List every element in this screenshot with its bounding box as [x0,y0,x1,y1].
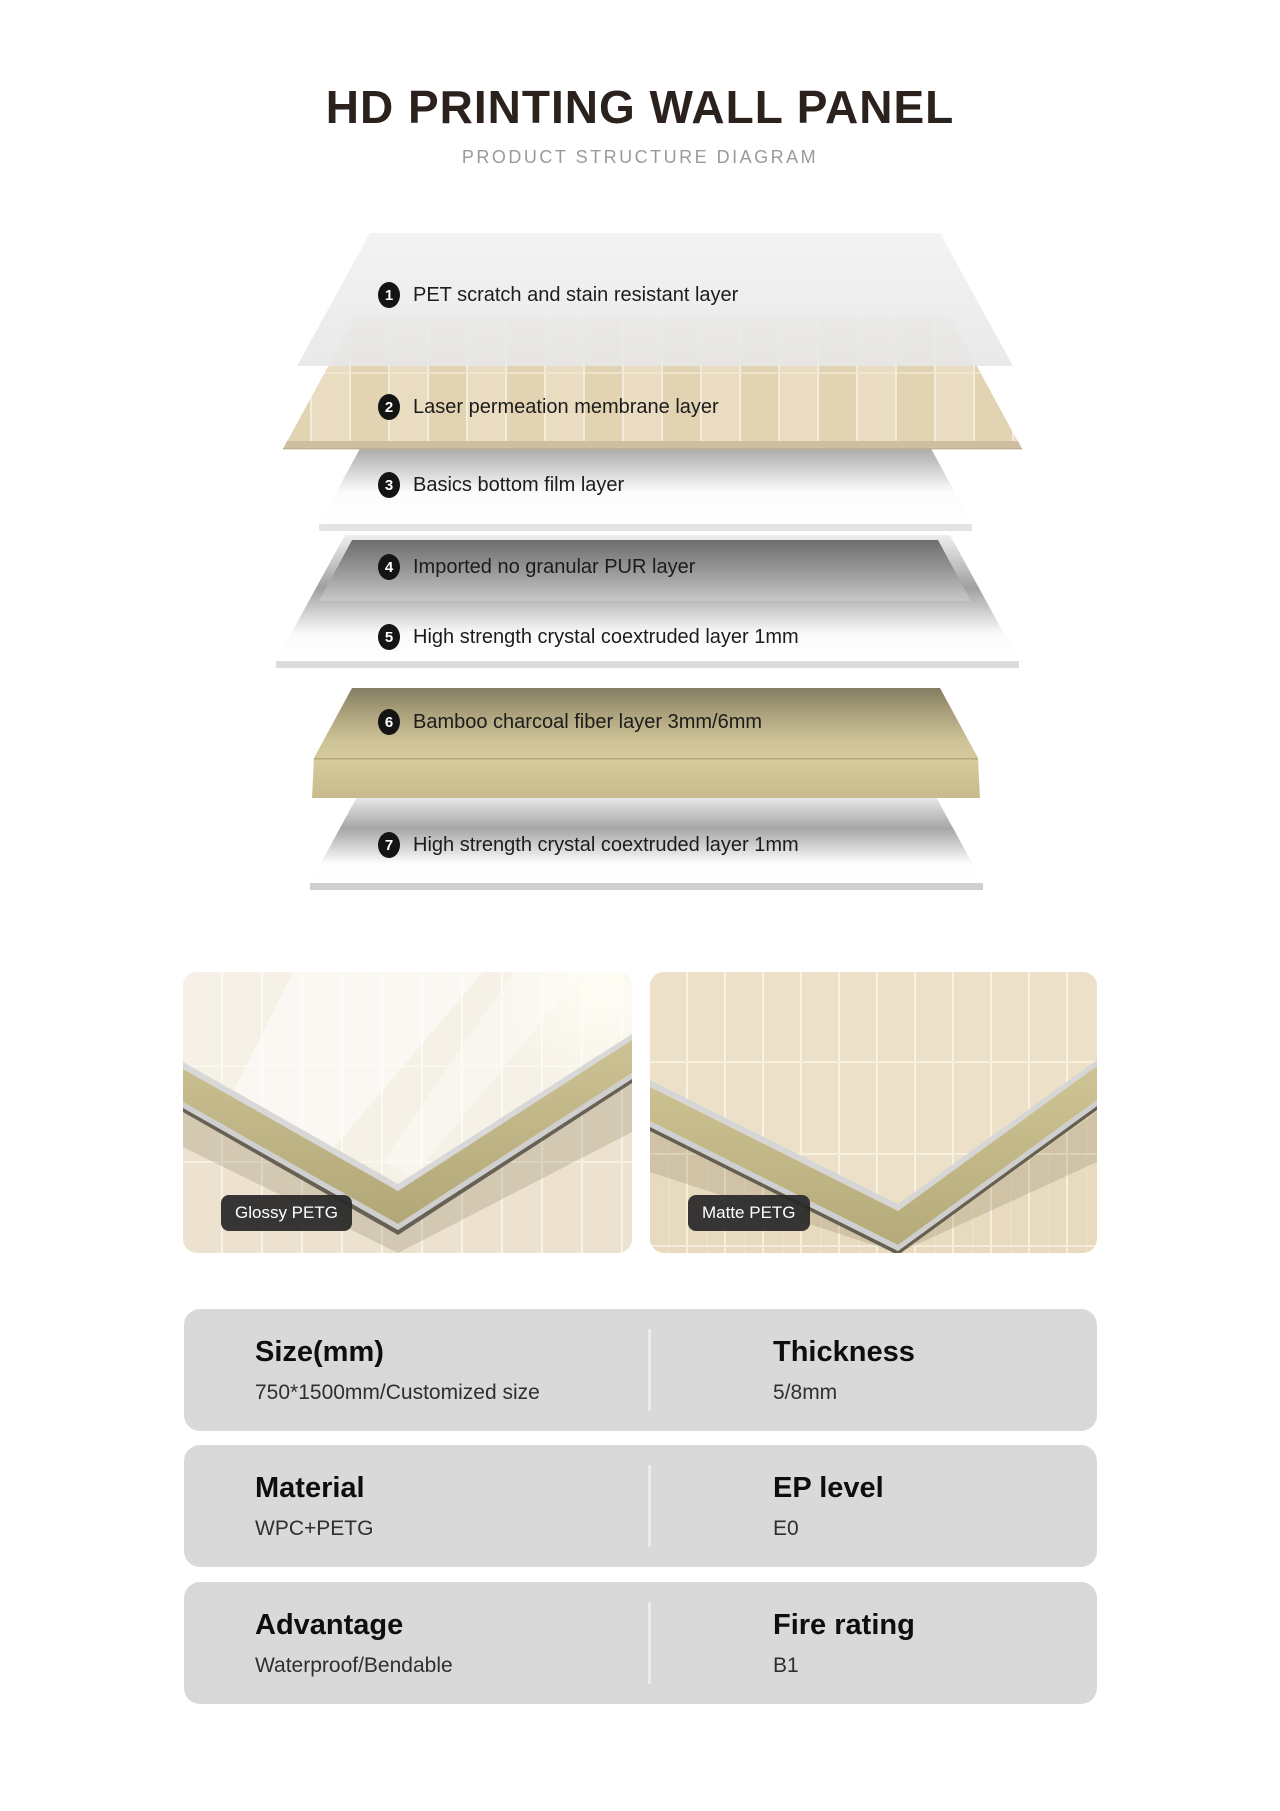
layer-7-text: High strength crystal coextruded layer 1mm [413,833,799,856]
spec-card-material-ep [184,1445,1097,1567]
material-title: Material [255,1472,365,1504]
layer-2-label [378,390,719,424]
card-divider [648,1602,651,1684]
page-title: HD PRINTING WALL PANEL [325,81,955,133]
size-value: 750*1500mm/Customized size [255,1381,540,1404]
glossy-petg-badge: Glossy PETG [221,1195,352,1231]
thickness-title: Thickness [773,1336,915,1368]
layer-7-number-badge: 7 [378,832,400,858]
layer-4-label [378,550,695,584]
layer-2-number-badge: 2 [378,394,400,420]
layer-5-number-badge: 5 [378,624,400,650]
matte-petg-badge: Matte PETG [688,1195,810,1231]
spec-card-advantage-fire [184,1582,1097,1704]
layer-1-text: PET scratch and stain resistant layer [413,283,739,306]
layer-1-number-badge: 1 [378,282,400,308]
spec-card-size-thickness [184,1309,1097,1431]
advantage-value: Waterproof/Bendable [255,1654,453,1677]
fire-rating-value: B1 [773,1654,799,1677]
thickness-value: 5/8mm [773,1381,838,1404]
layer-4-text: Imported no granular PUR layer [413,555,696,578]
photo-glossy-petg [183,972,632,1253]
page-subtitle: PRODUCT STRUCTURE DIAGRAM [461,147,819,167]
material-value: WPC+PETG [255,1517,374,1540]
layer-6-number-badge: 6 [378,709,400,735]
card-divider [648,1329,651,1411]
layer-1-label [378,278,738,312]
layer-6-label [378,705,762,739]
layer-5-text: High strength crystal coextruded layer 1mm [413,625,799,648]
layer-3-text: Basics bottom film layer [413,473,625,496]
ep-level-value: E0 [773,1517,799,1540]
photo-matte-petg [650,972,1097,1253]
layer-6-text: Bamboo charcoal fiber layer 3mm/6mm [413,710,763,733]
layer-2-text: Laser permeation membrane layer [413,395,719,418]
fire-rating-title: Fire rating [773,1609,915,1641]
size-title: Size(mm) [255,1336,384,1368]
advantage-title: Advantage [255,1609,404,1641]
card-divider [648,1465,651,1547]
layer-3-label [378,468,624,502]
layer-4-number-badge: 4 [378,554,400,580]
layer-7-label [378,828,799,862]
layer-5-label [378,620,799,654]
ep-level-title: EP level [773,1472,884,1504]
layer-3-number-badge: 3 [378,472,400,498]
